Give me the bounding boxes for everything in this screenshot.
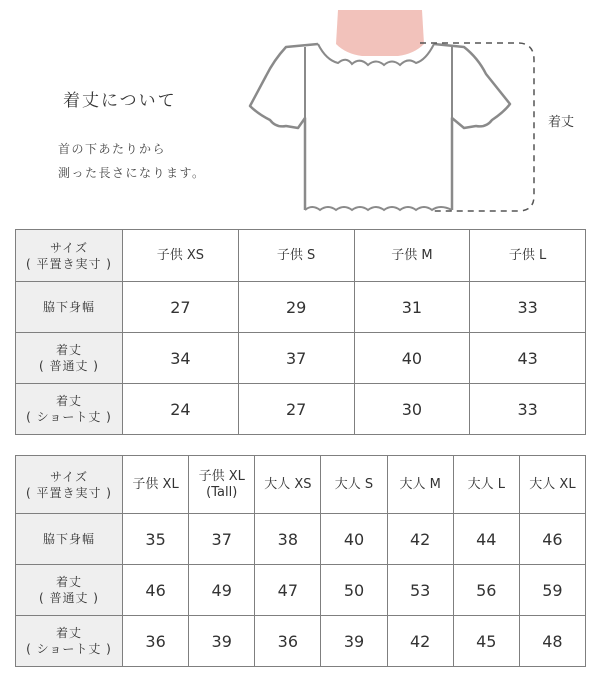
value-cell: 33 — [470, 282, 586, 333]
value-cell: 38 — [255, 514, 321, 565]
value-cell: 39 — [321, 616, 387, 667]
value-cell: 31 — [354, 282, 470, 333]
length-label: 着丈 — [548, 115, 575, 130]
value-cell: 37 — [238, 333, 354, 384]
value-cell: 49 — [189, 565, 255, 616]
value-cell: 44 — [453, 514, 519, 565]
table-header-row — [16, 230, 586, 282]
table-row — [16, 514, 586, 565]
table-row — [16, 384, 586, 435]
value-cell: 59 — [519, 565, 585, 616]
size-column-header: 子供 XS — [123, 230, 239, 282]
row-label: 着丈 ( 普通丈 ) — [16, 565, 123, 616]
length-description — [58, 137, 206, 185]
value-cell: 37 — [189, 514, 255, 565]
size-column-header: 大人 L — [453, 456, 519, 514]
size-column-header: 大人 XL — [519, 456, 585, 514]
size-column-header: 大人 M — [387, 456, 453, 514]
value-cell: 30 — [354, 384, 470, 435]
size-table-kids — [15, 229, 586, 435]
value-cell: 45 — [453, 616, 519, 667]
value-cell: 48 — [519, 616, 585, 667]
value-cell: 35 — [123, 514, 189, 565]
table-row — [16, 333, 586, 384]
table-header-row — [16, 456, 586, 514]
value-cell: 47 — [255, 565, 321, 616]
size-header-label: サイズ ( 平置き実寸 ) — [16, 456, 123, 514]
value-cell: 43 — [470, 333, 586, 384]
shirt-hem — [305, 207, 452, 210]
neck-highlight — [336, 10, 424, 56]
value-cell: 33 — [470, 384, 586, 435]
size-table-kids-adults — [15, 455, 586, 667]
description-line-1: 首の下あたりから — [58, 142, 167, 156]
value-cell: 39 — [189, 616, 255, 667]
value-cell: 56 — [453, 565, 519, 616]
row-label: 着丈 ( ショート丈 ) — [16, 384, 123, 435]
value-cell: 40 — [321, 514, 387, 565]
value-cell: 24 — [123, 384, 239, 435]
size-column-header: 大人 S — [321, 456, 387, 514]
row-label: 着丈 ( ショート丈 ) — [16, 616, 123, 667]
size-header-label: サイズ ( 平置き実寸 ) — [16, 230, 123, 282]
section-heading: 着丈について — [63, 91, 177, 111]
row-label: 着丈 ( 普通丈 ) — [16, 333, 123, 384]
value-cell: 36 — [255, 616, 321, 667]
value-cell: 36 — [123, 616, 189, 667]
value-cell: 46 — [519, 514, 585, 565]
table-row — [16, 282, 586, 333]
size-column-header: 大人 XS — [255, 456, 321, 514]
size-column-header: 子供 XL (Tall) — [189, 456, 255, 514]
table-row — [16, 616, 586, 667]
table-row — [16, 565, 586, 616]
value-cell: 29 — [238, 282, 354, 333]
description-line-2: 測った長さになります。 — [58, 166, 206, 180]
value-cell: 46 — [123, 565, 189, 616]
size-column-header: 子供 L — [470, 230, 586, 282]
tshirt-illustration — [0, 0, 600, 225]
size-column-header: 子供 M — [354, 230, 470, 282]
value-cell: 50 — [321, 565, 387, 616]
row-label: 脇下身幅 — [16, 282, 123, 333]
size-column-header: 子供 XL — [123, 456, 189, 514]
value-cell: 27 — [123, 282, 239, 333]
value-cell: 42 — [387, 616, 453, 667]
value-cell: 42 — [387, 514, 453, 565]
size-column-header: 子供 S — [238, 230, 354, 282]
row-label: 脇下身幅 — [16, 514, 123, 565]
value-cell: 53 — [387, 565, 453, 616]
shirt-body-outline — [250, 44, 510, 210]
value-cell: 34 — [123, 333, 239, 384]
value-cell: 40 — [354, 333, 470, 384]
value-cell: 27 — [238, 384, 354, 435]
